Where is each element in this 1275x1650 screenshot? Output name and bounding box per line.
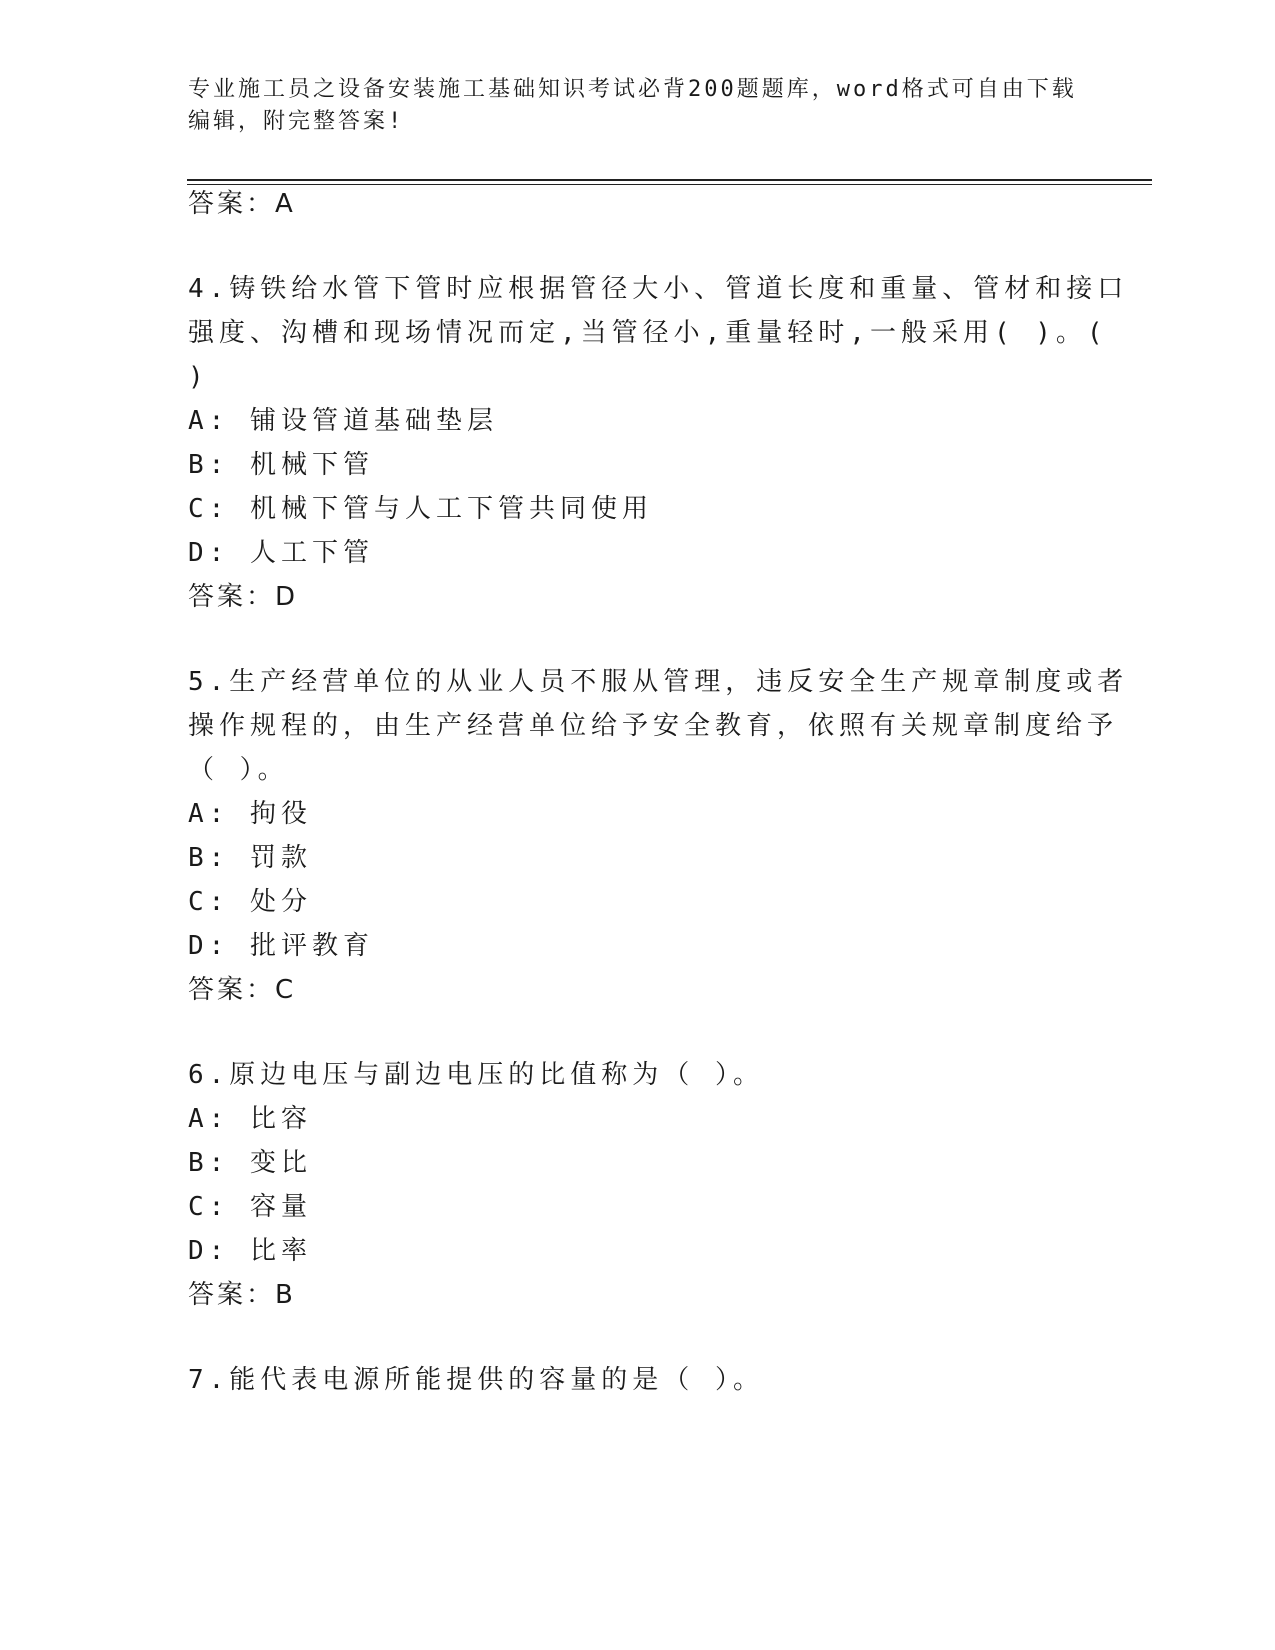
q4-option-c: C: 机械下管与人工下管共同使用 bbox=[188, 494, 653, 524]
q5-text-line-3: （ ）。 bbox=[188, 755, 289, 785]
q5-option-a: A: 拘役 bbox=[188, 799, 312, 829]
answer-q4: 答案：D bbox=[188, 582, 299, 612]
q6-option-d: D: 比率 bbox=[188, 1236, 312, 1266]
q5-option-d: D: 批评教育 bbox=[188, 931, 374, 961]
q4-text-line-3: ) bbox=[188, 362, 209, 392]
header-line-2: 编辑，附完整答案! bbox=[188, 109, 405, 134]
q5-option-b: B: 罚款 bbox=[188, 843, 312, 873]
header-divider-thin bbox=[187, 184, 1152, 185]
q6-option-c: C: 容量 bbox=[188, 1192, 312, 1222]
q5-text-line-2: 操作规程的，由生产经营单位给予安全教育，依照有关规章制度给予 bbox=[188, 711, 1119, 741]
header-line-1: 专业施工员之设备安装施工基础知识考试必背200题题库，word格式可自由下载 bbox=[188, 77, 1077, 102]
q4-text-line-1: 4.铸铁给水管下管时应根据管径大小、管道长度和重量、管材和接口 bbox=[188, 274, 1129, 304]
q7-text-line-1: 7.能代表电源所能提供的容量的是（ ）。 bbox=[188, 1365, 764, 1395]
q4-option-d: D: 人工下管 bbox=[188, 538, 374, 568]
q6-text-line-1: 6.原边电压与副边电压的比值称为（ ）。 bbox=[188, 1060, 764, 1090]
q4-text-line-2: 强度、沟槽和现场情况而定,当管径小,重量轻时,一般采用( )。( bbox=[188, 318, 1108, 348]
q5-text-line-1: 5.生产经营单位的从业人员不服从管理，违反安全生产规章制度或者 bbox=[188, 667, 1129, 697]
answer-q3: 答案：A bbox=[188, 189, 296, 219]
q4-option-a: A: 铺设管道基础垫层 bbox=[188, 406, 498, 436]
document-header bbox=[188, 74, 1088, 138]
q6-option-a: A: 比容 bbox=[188, 1104, 312, 1134]
q5-option-c: C: 处分 bbox=[188, 887, 312, 917]
q4-option-b: B: 机械下管 bbox=[188, 450, 374, 480]
answer-q5: 答案：C bbox=[188, 975, 297, 1005]
answer-q6: 答案：B bbox=[188, 1280, 296, 1310]
q6-option-b: B: 变比 bbox=[188, 1148, 312, 1178]
header-divider-thick bbox=[187, 179, 1152, 181]
